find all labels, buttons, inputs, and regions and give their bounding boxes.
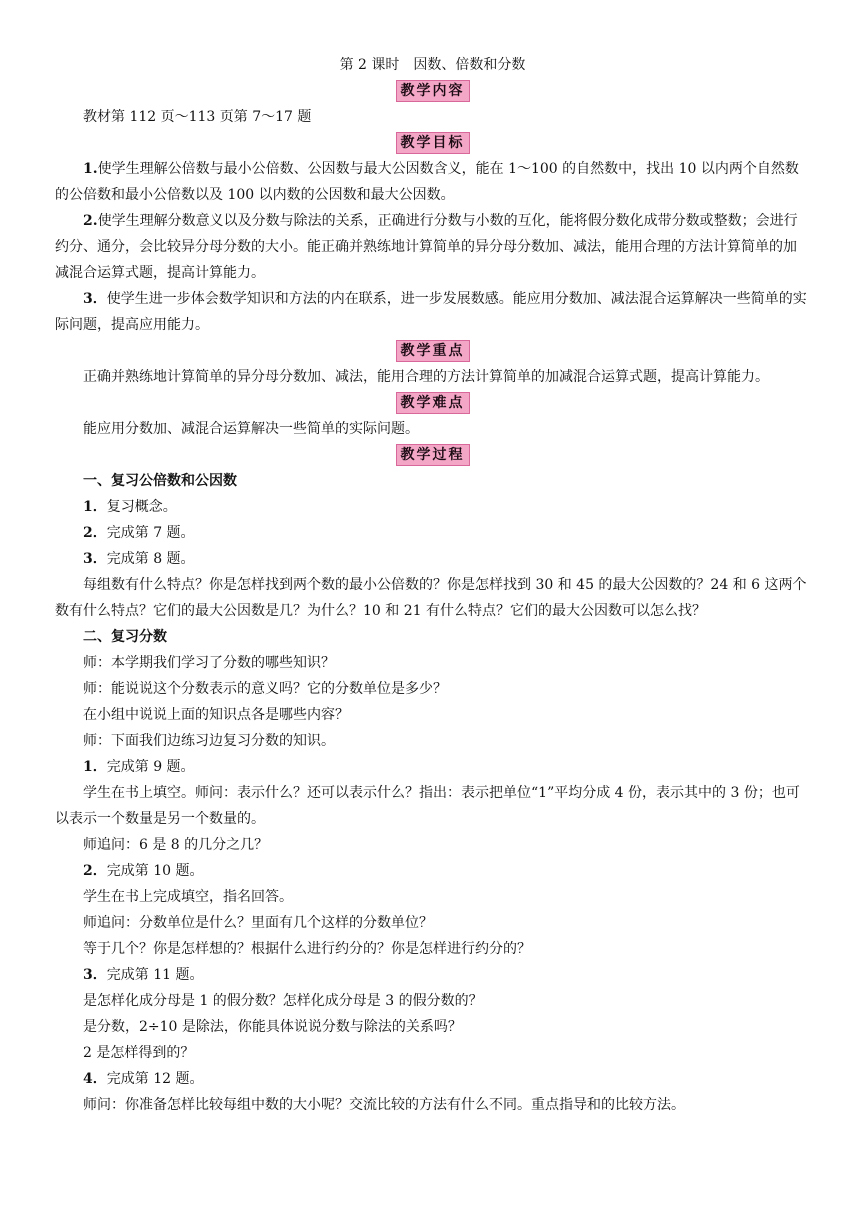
paragraph: 师追问：分数单位是什么？里面有几个这样的分数单位？ bbox=[83, 915, 433, 931]
list-item: 3．完成第 8 题。 bbox=[83, 551, 195, 567]
section-banner-difficulty: 教学难点 bbox=[396, 392, 470, 414]
list-item: 1．完成第 9 题。 bbox=[83, 759, 195, 775]
list-item: 3．完成第 11 题。 bbox=[83, 967, 204, 983]
paragraph: 师：下面我们边练习边复习分数的知识。 bbox=[83, 733, 335, 749]
section-banner-key: 教学重点 bbox=[396, 340, 470, 362]
part1-heading: 一、复习公倍数和公因数 bbox=[83, 473, 237, 489]
section-banner-content: 教学内容 bbox=[396, 80, 470, 102]
paragraph: 是怎样化成分母是 1 的假分数？怎样化成分母是 3 的假分数的？ bbox=[83, 993, 483, 1009]
list-item: 4．完成第 12 题。 bbox=[83, 1071, 204, 1087]
paragraph: 师：能说说这个分数表示的意义吗？它的分数单位是多少？ bbox=[83, 681, 447, 697]
paragraph: 师追问：6 是 8 的几分之几？ bbox=[83, 837, 269, 853]
part2-heading: 二、复习分数 bbox=[83, 629, 167, 645]
list-item: 2．完成第 7 题。 bbox=[83, 525, 195, 541]
paragraph: 等于几个？你是怎样想的？根据什么进行约分的？你是怎样进行约分的？ bbox=[83, 941, 531, 957]
page-title: 第 2 课时 因数、倍数和分数 bbox=[339, 57, 526, 73]
paragraph: 学生在书上填空。师问：表示什么？还可以表示什么？指出：表示把单位“1”平均分成 4 份，表示其中的 3 份；也可以表示一个数量是另一个数量的。 bbox=[55, 785, 800, 827]
section-banner-process: 教学过程 bbox=[396, 444, 470, 466]
document-page bbox=[55, 52, 810, 1118]
list-item: 2．完成第 10 题。 bbox=[83, 863, 204, 879]
list-item: 1．复习概念。 bbox=[83, 499, 177, 515]
paragraph: 师：本学期我们学习了分数的哪些知识？ bbox=[83, 655, 335, 671]
key-text: 正确并熟练地计算简单的异分母分数加、减法，能用合理的方法计算简单的加减混合运算式题，提高计算能力。 bbox=[83, 369, 769, 385]
paragraph: 学生在书上完成填空，指名回答。 bbox=[83, 889, 293, 905]
goal-item: 2.使学生理解分数意义以及分数与除法的关系，正确进行分数与小数的互化，能将假分数化成带分数或整数；会进行约分、通分，会比较异分母分数的大小。能正确并熟练地计算简单的异分母分数加、减法，能用合理的方法计算简单的加减混合运算式题，提高计算能力。 bbox=[55, 213, 798, 281]
paragraph: 是分数，2÷10 是除法，你能具体说说分数与除法的关系吗？ bbox=[83, 1019, 462, 1035]
paragraph: 每组数有什么特点？你是怎样找到两个数的最小公倍数的？你是怎样找到 30 和 45 的最大公因数的？24 和 6 这两个数有什么特点？它们的最大公因数是几？为什么？10 和 21 有什么特点？它们的最大公因数可以怎么找？ bbox=[55, 577, 807, 619]
paragraph: 2 是怎样得到的？ bbox=[83, 1045, 195, 1061]
paragraph: 师问：你准备怎样比较每组中数的大小呢？交流比较的方法有什么不同。重点指导和的比较方法。 bbox=[83, 1097, 685, 1113]
content-text: 教材第 112 页～113 页第 7～17 题 bbox=[83, 109, 312, 125]
difficulty-text: 能应用分数加、减混合运算解决一些简单的实际问题。 bbox=[83, 421, 419, 437]
section-banner-goals: 教学目标 bbox=[396, 132, 470, 154]
goal-item: 1.使学生理解公倍数与最小公倍数、公因数与最大公因数含义，能在 1～100 的自然数中，找出 10 以内两个自然数的公倍数和最小公倍数以及 100 以内数的公因数和最大公因数。 bbox=[55, 161, 799, 203]
paragraph: 在小组中说说上面的知识点各是哪些内容？ bbox=[83, 707, 349, 723]
goal-item: 3．使学生进一步体会数学知识和方法的内在联系，进一步发展数感。能应用分数加、减法混合运算解决一些简单的实际问题，提高应用能力。 bbox=[55, 291, 807, 333]
